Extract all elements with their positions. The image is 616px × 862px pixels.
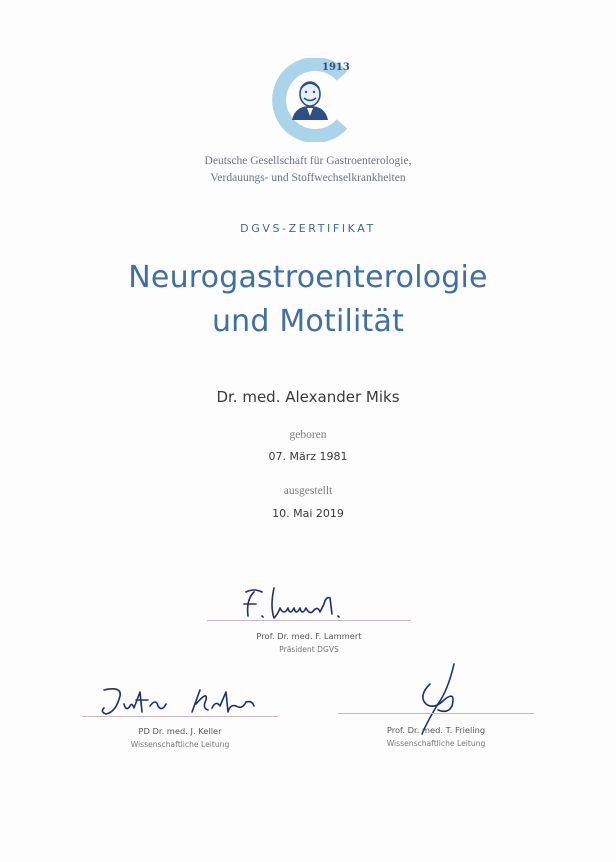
born-label: geboren xyxy=(289,429,327,441)
president-role: Präsident DGVS xyxy=(279,645,339,654)
issued-date: 10. Mai 2019 xyxy=(272,507,344,520)
born-date: 07. März 1981 xyxy=(268,450,348,463)
certificate-title-line1: Neurogastroenterologie xyxy=(128,260,488,295)
right-signature-line xyxy=(338,713,534,714)
left-signatory-role: Wissenschaftliche Leitung xyxy=(130,740,230,749)
left-signature-line xyxy=(82,716,278,717)
certificate-label: DGVS-ZERTIFIKAT xyxy=(240,222,376,235)
right-signatory-role: Wissenschaftliche Leitung xyxy=(386,739,486,748)
president-name: Prof. Dr. med. F. Lammert xyxy=(256,631,362,641)
certificate-title-line2: und Motilität xyxy=(211,304,405,339)
left-signatory-name: PD Dr. med. J. Keller xyxy=(138,726,222,736)
logo-year: 1913 xyxy=(322,62,350,73)
society-name-line1: Deutsche Gesellschaft für Gastroenterologie, xyxy=(204,155,412,167)
recipient-name: Dr. med. Alexander Miks xyxy=(216,388,400,406)
right-signatory-name: Prof. Dr. med. T. Frieling xyxy=(386,725,486,735)
issued-label: ausgestellt xyxy=(283,485,333,497)
society-name-line2: Verdauungs- und Stoffwechselkrankheiten xyxy=(210,172,406,184)
president-signature-line xyxy=(207,620,411,621)
president-signature xyxy=(240,586,380,622)
